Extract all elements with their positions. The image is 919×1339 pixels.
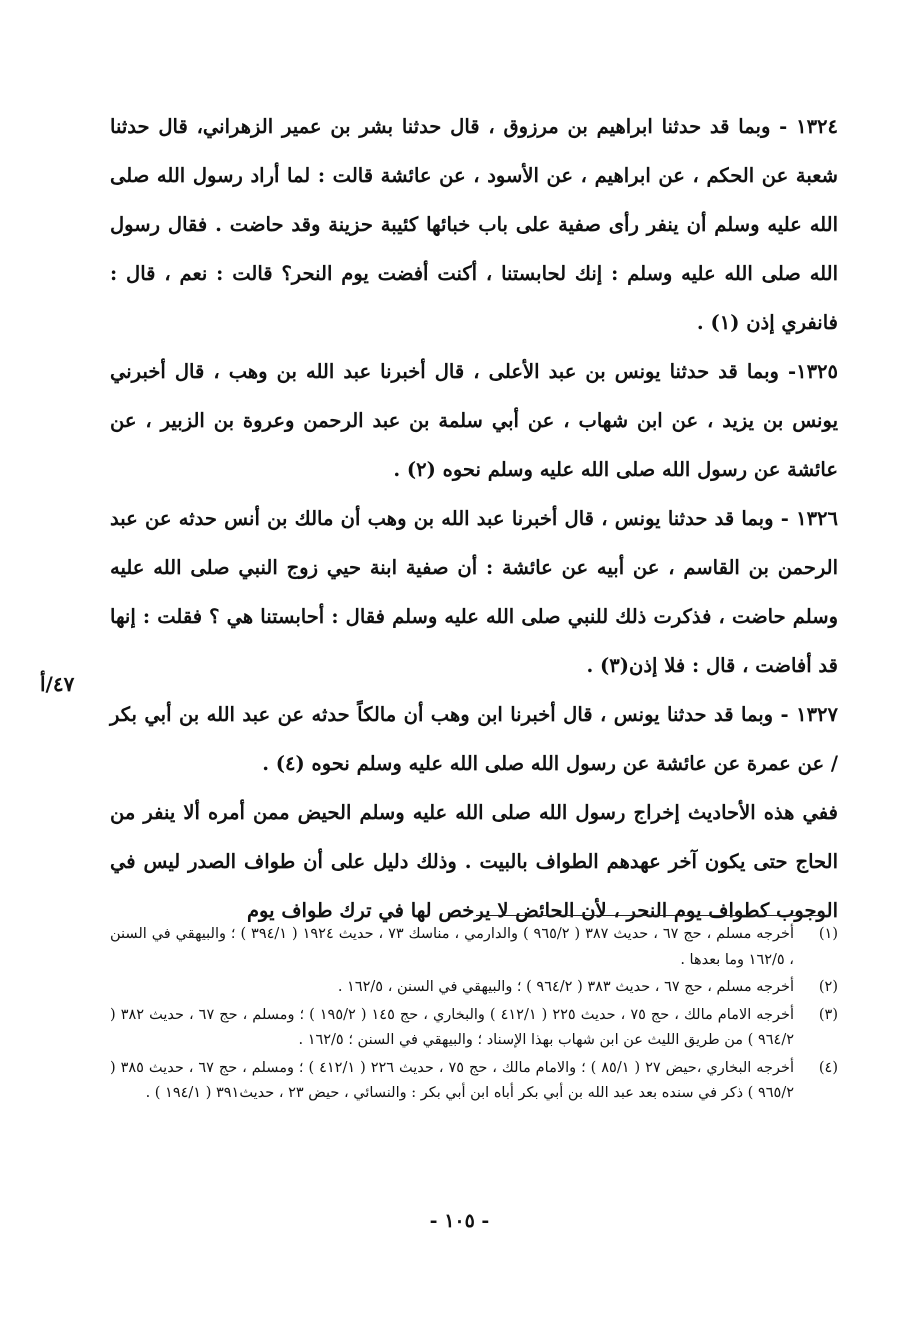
paragraph-1327: ١٣٢٧ - وبما قد حدثنا يونس ، قال أخبرنا ابن وهب أن مالكاً حدثه عن عبد الله بن أبي بكر / عن عمرة عن عائشة عن رسول الله صلى الله عليه وسلم نحوه (٤) . xyxy=(110,703,838,775)
footnote-number: (٤) xyxy=(818,1059,838,1076)
page-number: - ١٠٥ - xyxy=(429,1210,490,1232)
manuscript-folio-marker: ٤٧/أ xyxy=(40,672,75,696)
footnote-text: أخرجه مسلم ، حج ٦٧ ، حديث ٣٨٧ ( ٩٦٥/٢ ) والدارمي ، مناسك ٧٣ ، حديث ١٩٢٤ ( ٣٩٤/١ ) ؛ والبيهقي في السنن ، ١٦٢/٥ وما بعدها . xyxy=(110,926,794,968)
footnote-4 xyxy=(110,1056,838,1107)
paragraph-1326: ١٣٢٦ - وبما قد حدثنا يونس ، قال أخبرنا عبد الله بن وهب أن مالك بن أنس حدثه عن عبد الرحمن بن القاسم ، عن أبيه عن عائشة : أن صفية ابنة حيي زوج النبي صلى الله عليه وسلم حاضت ، فذكرت ذلك للنبي صلى الله عليه وسلم فقال : أحابستنا هي ؟ فقلت : إنها قد أفاضت ، قال : فلا إذن(٣) . xyxy=(110,507,838,677)
footnote-text: أخرجه الامام مالك ، حج ٧٥ ، حديث ٢٢٥ ( ٤١٢/١ ) والبخاري ، حج ١٤٥ ( ١٩٥/٢ ) ؛ ومسلم ، حج ٦٧ ، حديث ٣٨٢ ( ٩٦٤/٢ ) من طريق الليث عن ابن شهاب بهذا الإسناد ؛ والبيهقي في السنن ؛ ١٦٢/٥ . xyxy=(110,1006,794,1048)
main-text xyxy=(110,102,838,935)
footnotes xyxy=(110,922,838,1109)
paragraph-commentary: ففي هذه الأحاديث إخراج رسول الله صلى الله عليه وسلم الحيض ممن أمره ألا ينفر من الحاج حتى يكون آخر عهدهم الطواف بالبيت . وذلك دليل على أن طواف الصدر ليس في الوجوب كطواف يوم النحر ، لأن الحائض لا يرخص لها في ترك طواف يوم xyxy=(110,801,838,922)
footnote-text: أخرجه مسلم ، حج ٦٧ ، حديث ٣٨٣ ( ٩٦٤/٢ ) ؛ والبيهقي في السنن ، ١٦٢/٥ . xyxy=(337,979,794,995)
footnote-text: أخرجه البخاري ،حيض ٢٧ ( ٨٥/١ ) ؛ والامام مالك ، حج ٧٥ ، حديث ٢٢٦ ( ٤١٢/١ ) ؛ ومسلم ، حج ٦٧ ، حديث ٣٨٥ ( ٩٦٥/٢ ) ذكر في سنده بعد عبد الله بن أبي بكر أباه ابن أبي بكر : والنسائي ، حيض ٢٣ ، حديث٣٩١ ( ١٩٤/١ ) . xyxy=(110,1059,794,1101)
footnote-number: (٢) xyxy=(818,979,838,995)
footnote-2 xyxy=(110,975,838,1001)
footnote-divider xyxy=(476,915,823,916)
paragraph-1325: ١٣٢٥- وبما قد حدثنا يونس بن عبد الأعلى ، قال أخبرنا عبد الله بن وهب ، قال أخبرني يونس بن يزيد ، عن ابن شهاب ، عن أبي سلمة بن عبد الرحمن وعروة بن الزبير ، عن عائشة عن رسول الله صلى الله عليه وسلم نحوه (٢) . xyxy=(110,360,838,481)
paragraph-1324: ١٣٢٤ - وبما قد حدثنا ابراهيم بن مرزوق ، قال حدثنا بشر بن عمير الزهراني، قال حدثنا شعبة عن الحكم ، عن ابراهيم ، عن الأسود ، عن عائشة قالت : لما أراد رسول الله صلى الله عليه وسلم أن ينفر رأى صفية على باب خبائها كئيبة حزينة وقد حاضت . فقال رسول الله صلى الله عليه وسلم : إنك لحابستنا ، أكنت أفضت يوم النحر؟ قالت : نعم ، قال : فانفري إذن (١) . xyxy=(110,115,838,334)
footnote-number: (١) xyxy=(818,926,838,942)
footnote-1 xyxy=(110,922,838,973)
footnote-3 xyxy=(110,1003,838,1054)
footnote-number: (٣) xyxy=(818,1006,838,1023)
